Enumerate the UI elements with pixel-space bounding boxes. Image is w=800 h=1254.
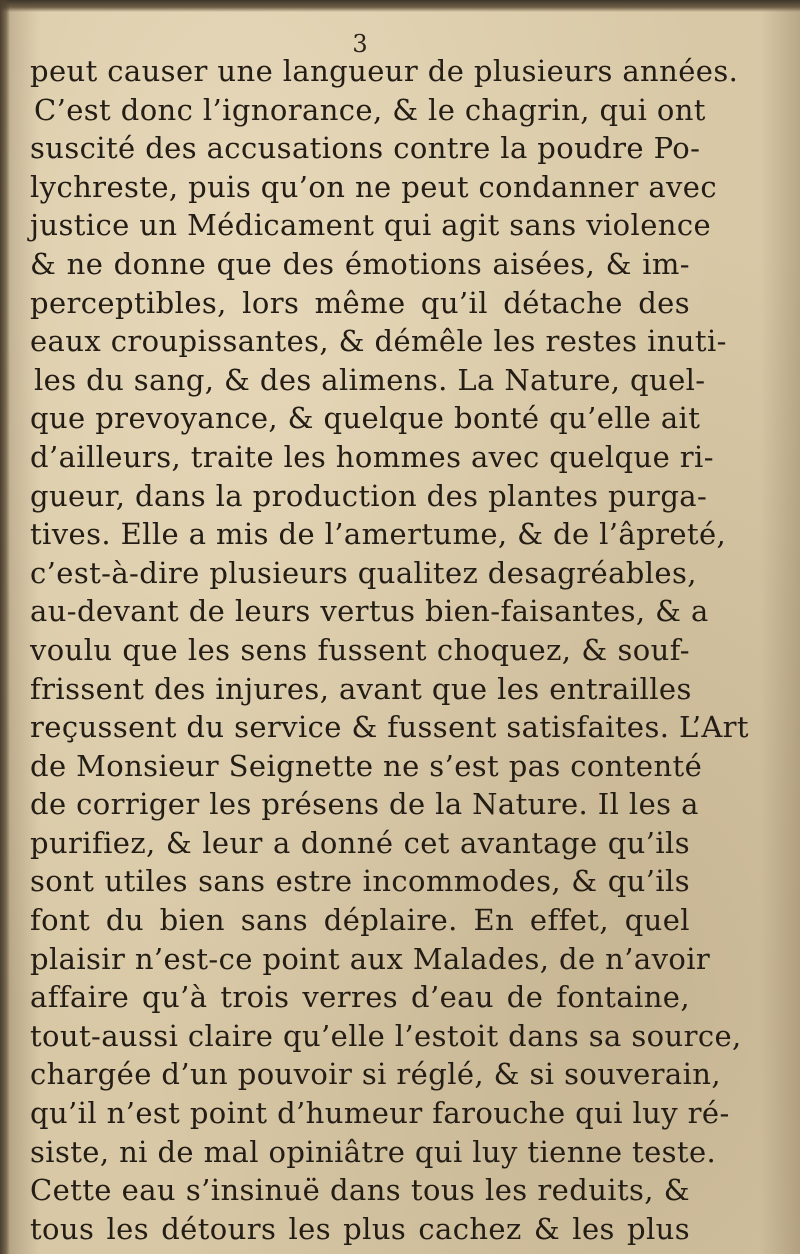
text-line: purifiez, & leur a donné cet avantage qu’ils [30, 825, 690, 860]
text-line: tives. Elle a mis de l’amertume, & de l’âpreté, [30, 517, 727, 552]
text-line: au-devant de leurs vertus bien-faisantes, & a [30, 594, 709, 629]
text-line: tout-aussi claire qu’elle l’estoit dans sa source, [30, 1018, 742, 1053]
text-line: que prevoyance, & quelque bonté qu’elle ait [30, 401, 701, 436]
text-line: lychreste, puis qu’on ne peut condanner avec [30, 169, 718, 204]
text-line: Cette eau s’insinuë dans tous les reduits, & [30, 1173, 690, 1208]
body-text [30, 52, 749, 1248]
text-line: siste, ni de mal opiniâtre qui luy tienne teste. [30, 1134, 717, 1169]
text-line: peut causer une langueur de plusieurs années. [30, 54, 739, 88]
text-line: eaux croupissantes, & démêle les restes inuti- [30, 324, 727, 359]
text-line: voulu que les sens fussent choquez, & souf- [30, 632, 690, 667]
text-line: C’est donc l’ignorance, & le chagrin, qui ont [34, 92, 706, 127]
text-line: frissent des injures, avant que les entrailles [30, 671, 692, 706]
text-line: & ne donne que des émotions aisées, & im- [30, 246, 690, 281]
text-line: plaisir n’est-ce point aux Malades, de n’avoir [30, 941, 711, 976]
page-top-edge [0, 0, 800, 12]
text-line: chargée d’un pouvoir si réglé, & si souverain, [30, 1057, 721, 1092]
text-line: de Monsieur Seignette ne s’est pas contenté [30, 748, 703, 783]
text-line: affaire qu’à trois verres d’eau de fontaine, [30, 980, 690, 1015]
text-line: gueur, dans la production des plantes purga- [30, 478, 708, 513]
text-line: les du sang, & des alimens. La Nature, quel- [34, 362, 706, 397]
text-line: c’est-à-dire plusieurs qualitez desagréables, [30, 555, 697, 590]
text-line: perceptibles, lors même qu’il détache des [30, 285, 690, 320]
text-line: suscité des accusations contre la poudre Po- [30, 131, 701, 166]
text-line: tous les détours les plus cachez & les plus [30, 1211, 690, 1246]
text-line: reçussent du service & fussent satisfaites. L’Art [30, 710, 749, 745]
page-binding-edge [0, 0, 10, 1254]
text-line: d’ailleurs, traite les hommes avec quelque ri- [30, 439, 714, 474]
text-line: justice un Médicament qui agit sans violence [30, 208, 712, 243]
text-line: sont utiles sans estre incommodes, & qu’ils [30, 864, 690, 899]
page-number: 3 [352, 30, 368, 58]
text-line: font du bien sans déplaire. En effet, quel [30, 903, 690, 938]
text-line: qu’il n’est point d’humeur farouche qui luy ré- [30, 1096, 730, 1131]
text-line: de corriger les présens de la Nature. Il les a [30, 787, 699, 822]
